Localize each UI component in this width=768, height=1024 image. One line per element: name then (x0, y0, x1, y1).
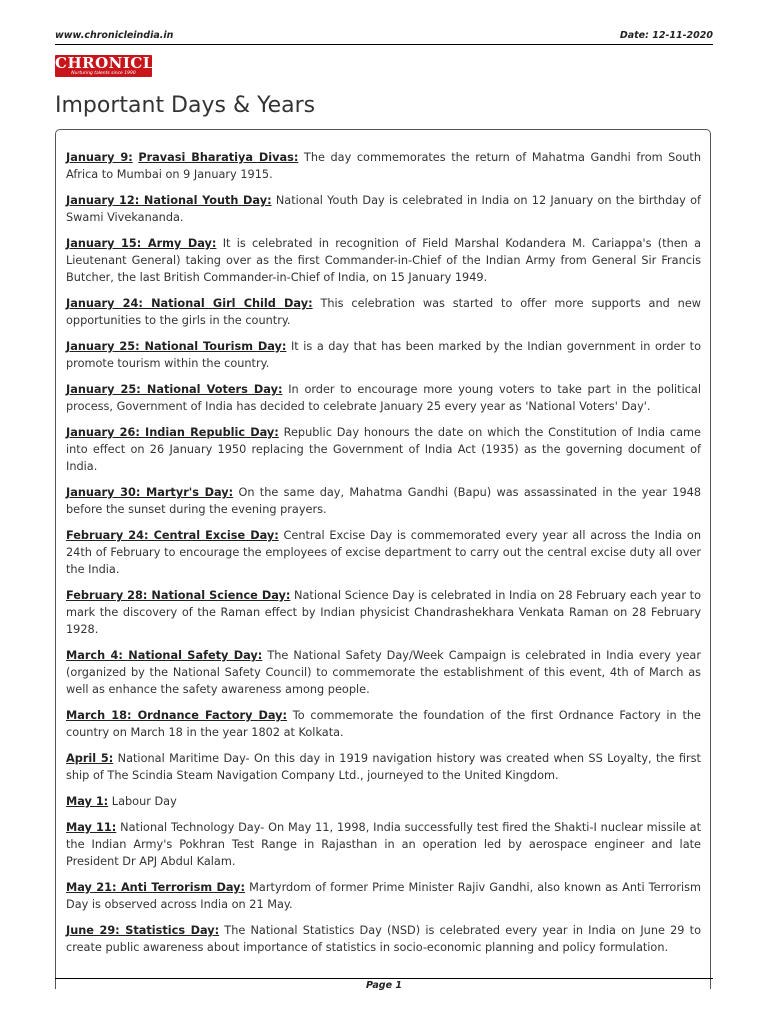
entry-label: January 26: Indian Republic Day: (66, 426, 279, 439)
entry-text: Labour Day (108, 795, 177, 808)
entry-label: January 25: National Voters Day: (66, 383, 283, 396)
list-item (66, 793, 701, 810)
list-item (66, 922, 701, 956)
entry-label: April 5: (66, 752, 114, 765)
entry-text: To commemorate the foundation of the first Ordnance Factory in the country on March 18 in the year 1802 at Kolkata. (66, 709, 701, 739)
content-box (55, 129, 711, 989)
entry-label: January 12: National Youth Day: (66, 194, 272, 207)
list-item (66, 647, 701, 698)
entry-label: January 25: National Tourism Day: (66, 340, 287, 353)
list-item (66, 750, 701, 784)
entry-label: March 4: National Safety Day: (66, 649, 263, 662)
entry-text: The National Statistics Day (NSD) is celebrated every year in India on June 29 to create public awareness about importance of statistics in socio-economic planning and policy formulation. (66, 924, 701, 954)
list-item (66, 235, 701, 286)
entry-text: Martyrdom of former Prime Minister Rajiv Gandhi, also known as Anti Terrorism Day is observed across India on 21 May. (66, 881, 702, 911)
entry-label: March 18: Ordnance Factory Day: (66, 709, 288, 722)
list-item (66, 192, 701, 226)
page-number: Page 1 (366, 980, 402, 991)
entry-label: February 24: Central Excise Day: (66, 529, 279, 542)
logo-tagline: Nurturing talents since 1990 (71, 71, 136, 76)
entry-text: The National Safety Day/Week Campaign is celebrated in India every year (organized by the National Safety Council) to commemorate the establishment of this event, 4th of March as well as enhance the safety awareness among people. (66, 649, 701, 696)
list-item (66, 587, 701, 638)
entry-text: National Youth Day is celebrated in India on 12 January on the birthday of Swami Vivekananda. (66, 194, 701, 224)
entry-label: May 21: Anti Terrorism Day: (66, 881, 246, 894)
header-date: Date: 12-11-2020 (619, 30, 713, 41)
list-item (66, 149, 701, 183)
entries-list (56, 130, 710, 956)
logo-name: CHRONICLE (55, 54, 166, 72)
entry-label: January 30: Martyr's Day: (66, 486, 234, 499)
website-url[interactable]: www.chronicleindia.in (55, 30, 174, 41)
entry-label: January 15: Army Day: (66, 237, 217, 250)
entry-label: January 24: National Girl Child Day: (66, 297, 313, 310)
entry-text: National Science Day is celebrated in India on 28 February each year to mark the discovery of the Raman effect by Indian physicist Chandrashekhara Venkata Raman on 28 February 1928. (66, 589, 701, 636)
footer-divider (55, 978, 713, 979)
page-header (55, 29, 713, 45)
entry-text: On the same day, Mahatma Gandhi (Bapu) was assassinated in the year 1948 before the sunset during the evening prayers. (66, 486, 702, 516)
entry-label: February 28: National Science Day: (66, 589, 291, 602)
entry-text: It is a day that has been marked by the Indian government in order to promote tourism within the country. (66, 340, 701, 370)
entry-date: January 9: (66, 151, 133, 164)
entry-text: The day commemorates the return of Mahatma Gandhi from South Africa to Mumbai on 9 January 1915. (66, 151, 702, 181)
entry-text: In order to encourage more young voters to take part in the political process, Government of India has decided to celebrate January 25 every year as 'National Voters' Day'. (66, 383, 701, 413)
entry-label: May 11: (66, 821, 117, 834)
list-item (66, 879, 701, 913)
list-item (66, 819, 701, 870)
entry-text: Central Excise Day is commemorated every year all across the India on 24th of February to encourage the employees of excise department to carry out the central excise duty all over the India. (66, 529, 701, 576)
entry-text: This celebration was started to offer more supports and new opportunities to the girls in the country. (66, 297, 702, 327)
entry-label: May 1: (66, 795, 109, 808)
entry-text: National Technology Day- On May 11, 1998, India successfully test fired the Shakti-I nuclear missile at the Indian Army's Pokhran Test Range in Rajasthan in an operation led by aerospace engineer and late President Dr APJ Abdul Kalam. (66, 821, 701, 868)
list-item (66, 424, 701, 475)
entry-label: Pravasi Bharatiya Divas: (138, 151, 299, 164)
list-item (66, 338, 701, 372)
chronicle-logo (55, 54, 166, 77)
entry-text: Republic Day honours the date on which the Constitution of India came into effect on 26 January 1950 replacing the Government of India Act (1935) as the governing document of India. (66, 426, 701, 473)
list-item (66, 381, 701, 415)
list-item (66, 484, 701, 518)
entry-text: National Maritime Day- On this day in 1919 navigation history was created when SS Loyalty, the first ship of The Scindia Steam Navigation Company Ltd., journeyed to the United Kingdom. (66, 752, 701, 782)
list-item (66, 527, 701, 578)
entry-label: June 29: Statistics Day: (66, 924, 220, 937)
list-item (66, 295, 701, 329)
entry-text: It is celebrated in recognition of Field Marshal Kodandera M. Cariappa's (then a Lieutenant General) taking over as the first Commander-in-Chief of the Indian Army from General Sir Francis Butcher, the last British Commander-in-Chief of India, on 15 January 1949. (66, 237, 701, 284)
page-title: Important Days & Years (55, 93, 316, 118)
list-item (66, 707, 701, 741)
